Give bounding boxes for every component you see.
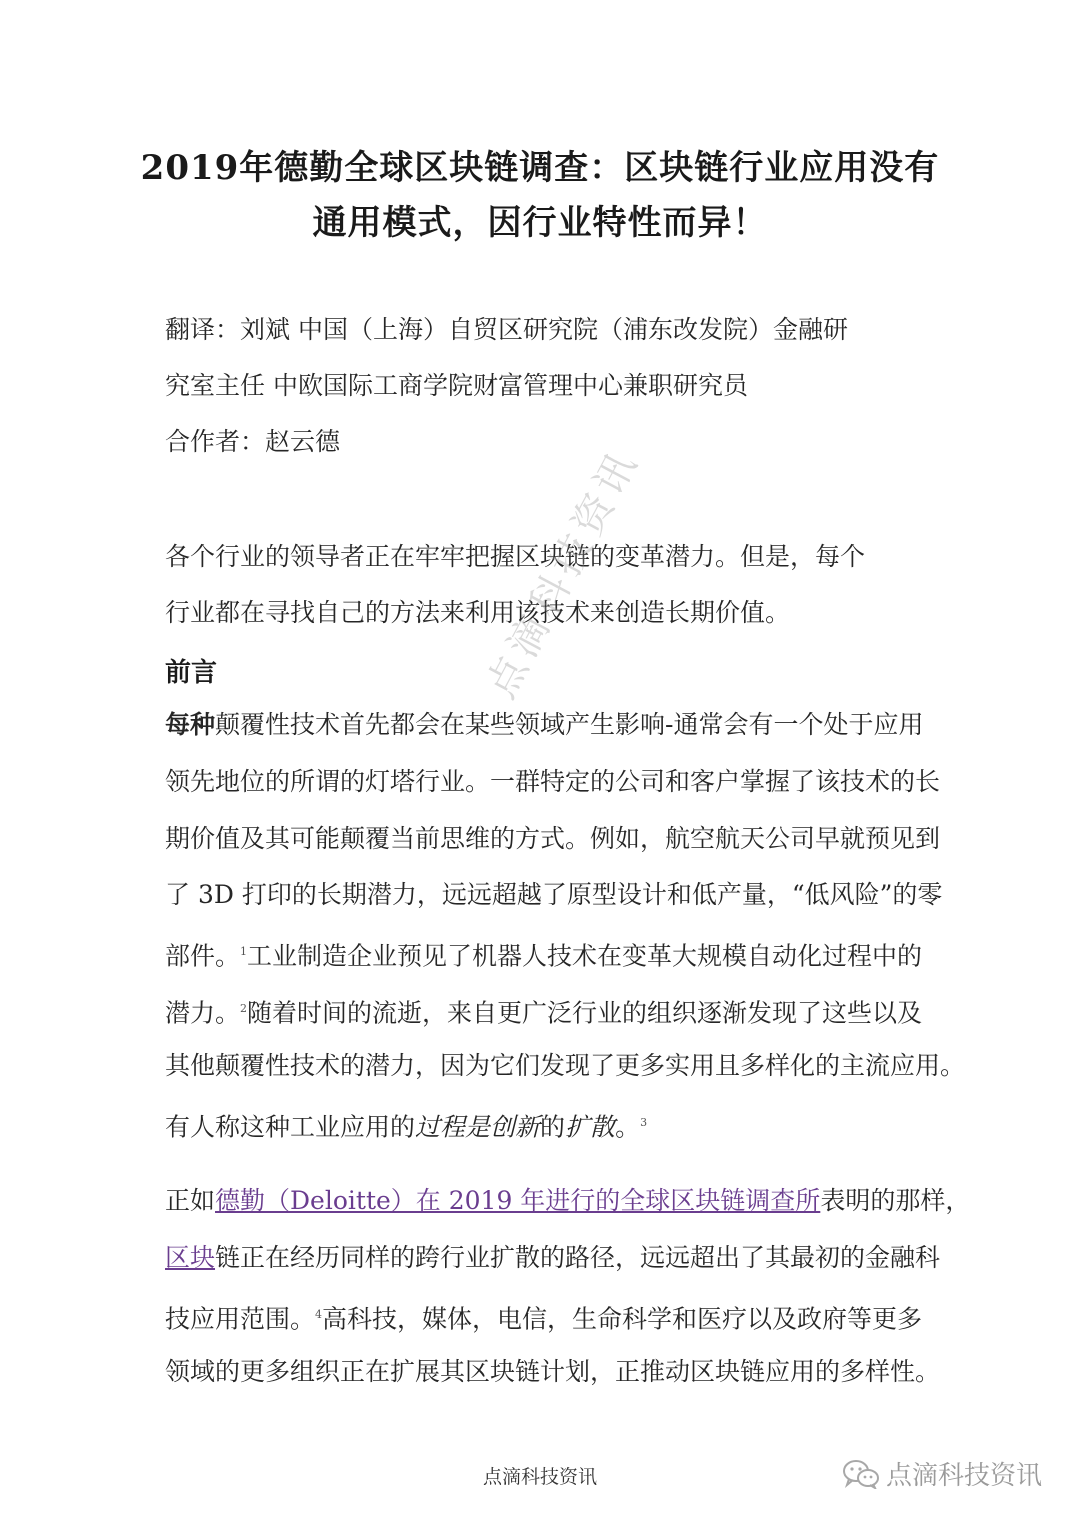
- survey-line-2-text: 链正在经历同样的跨行业扩散的路径，远远超出了其最初的金融科: [215, 1243, 941, 1272]
- survey-line-3-b: 高科技，媒体，电信，生命科学和医疗以及政府等更多: [322, 1304, 923, 1334]
- preface-line-4: 了 3D 打印的长期潜力，远远超越了原型设计和低产量，“低风险”的零: [165, 880, 943, 909]
- preface-line-1-text: 颠覆性技术首先都会在某些领域产生影响-通常会有一个处于应用: [215, 710, 924, 739]
- footnote-ref-2[interactable]: 2: [240, 1002, 248, 1015]
- preface-line-2: 领先地位的所谓的灯塔行业。一群特定的公司和客户掌握了该技术的长: [165, 767, 941, 796]
- preface-line-3: 期价值及其可能颠覆当前思维的方式。例如，航空航天公司早就预见到: [165, 824, 941, 853]
- preface-line-6: [165, 993, 922, 1029]
- italic-innovation-process: 过程是创新: [415, 1112, 541, 1142]
- italic-diffusion: 扩散: [565, 1112, 616, 1142]
- survey-line-1-b: 表明的那样，: [820, 1186, 971, 1215]
- survey-line-3-a: 技应用范围。: [165, 1304, 316, 1334]
- preface-line-8-b: 的: [540, 1112, 566, 1142]
- preface-bold-lead: 每种: [165, 710, 216, 739]
- translator-credit-line-2: 究室主任 中欧国际工商学院财富管理中心兼职研究员: [165, 371, 748, 400]
- intro-line-2: 行业都在寻找自己的方法来利用该技术来创造长期价值。: [165, 598, 791, 627]
- preface-line-6-a: 潜力。: [165, 998, 241, 1028]
- survey-line-4: 领域的更多组织正在扩展其区块链计划，正推动区块链应用的多样性。: [165, 1357, 941, 1386]
- wechat-brand-watermark: [842, 1455, 1042, 1492]
- translator-credit-line-1: 翻译：刘斌 中国（上海）自贸区研究院（浦东改发院）金融研: [165, 315, 848, 344]
- preface-line-1: [165, 709, 923, 741]
- survey-line-1-a: 正如: [165, 1186, 216, 1215]
- preface-line-5-a: 部件。: [165, 941, 241, 971]
- preface-line-7: 其他颠覆性技术的潜力，因为它们发现了更多实用且多样化的主流应用。: [165, 1051, 966, 1080]
- preface-line-6-b: 随着时间的流逝，来自更广泛行业的组织逐渐发现了这些以及: [247, 998, 923, 1028]
- footnote-ref-3[interactable]: 3: [640, 1116, 648, 1129]
- footnote-ref-1[interactable]: 1: [240, 945, 248, 958]
- preface-heading: 前言: [165, 658, 218, 688]
- blockchain-link[interactable]: 区块: [165, 1243, 216, 1272]
- survey-line-3: [165, 1299, 922, 1335]
- preface-line-5-b: 工业制造企业预见了机器人技术在变革大规模自动化过程中的: [247, 941, 923, 971]
- document-title-line-1: 2019年德勤全球区块链调查：区块链行业应用没有: [140, 148, 940, 188]
- brand-name: 点滴科技资讯: [886, 1461, 1043, 1491]
- deloitte-survey-link[interactable]: 德勤（Deloitte）在 2019 年进行的全球区块链调查所: [215, 1186, 821, 1215]
- preface-line-8: [165, 1107, 647, 1143]
- document-title-line-2: 通用模式，因行业特性而异！: [312, 203, 768, 243]
- survey-line-2: [165, 1242, 940, 1274]
- intro-line-1: 各个行业的领导者正在牢牢把握区块链的变革潜力。但是，每个: [165, 542, 866, 571]
- preface-line-5: [165, 936, 922, 972]
- survey-line-1: [165, 1185, 970, 1217]
- preface-line-8-c: 。: [615, 1112, 641, 1142]
- diagonal-watermark: 点滴科技资讯: [477, 440, 649, 706]
- footnote-ref-4[interactable]: 4: [315, 1308, 323, 1321]
- page-footer: 点滴科技资讯: [482, 1466, 597, 1488]
- coauthor-credit: 合作者：赵云德: [165, 427, 341, 456]
- wechat-icon: [842, 1459, 880, 1489]
- preface-line-8-a: 有人称这种工业应用的: [165, 1112, 416, 1142]
